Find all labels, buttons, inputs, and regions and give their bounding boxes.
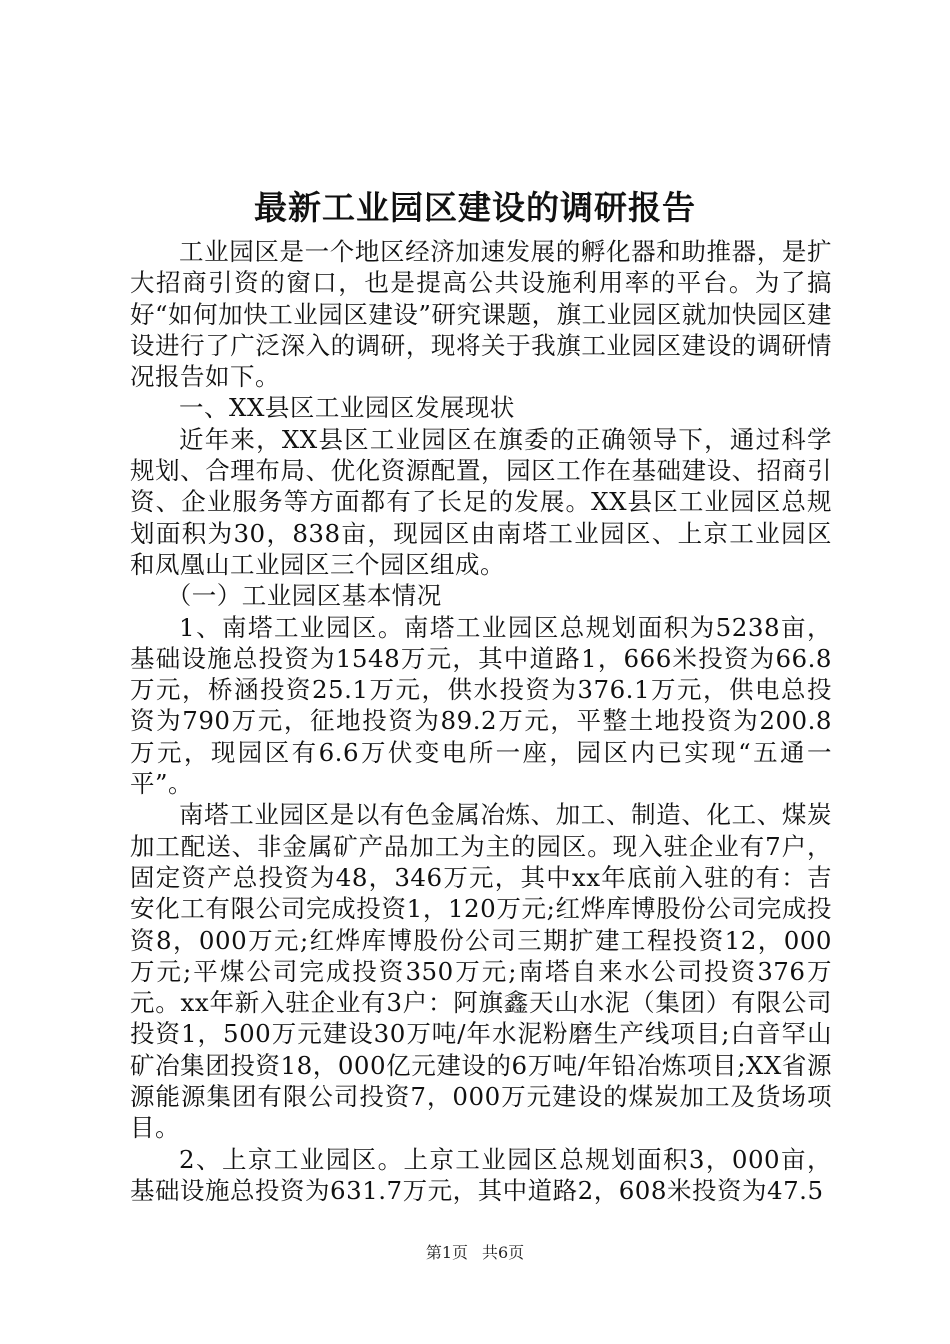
paragraph-nanta-park: 1、南塔工业园区。南塔工业园区总规划面积为5238亩，基础设施总投资为1548万元，其中道路1，666米投资为66.8万元，桥涵投资25.1万元，供水投资为376.1万元，供电总投资为790万元，征地投资为89.2万元，平整土地投资为200.8万元，现园区有6.6万伏变电所一座，园区内已实现“五通一平”。	[130, 612, 832, 799]
paragraph-shangjing-park: 2、上京工业园区。上京工业园区总规划面积3，000亩，基础设施总投资为631.7万元，其中道路2，608米投资为47.5	[130, 1144, 832, 1205]
section-heading-1: 一、XX县区工业园区发展现状	[179, 393, 515, 423]
page-number: 第1页	[425, 1243, 468, 1262]
page-total: 共6页	[482, 1243, 525, 1262]
subsection-heading-1: （一）工业园区基本情况	[166, 581, 442, 611]
document-body	[130, 236, 832, 1206]
paragraph-intro: 工业园区是一个地区经济加速发展的孵化器和助推器，是扩大招商引资的窗口，也是提高公共设施利用率的平台。为了搞好“如何加快工业园区建设”研究课题，旗工业园区就加快园区建设进行了广泛深入的调研，现将关于我旗工业园区建设的调研情况报告如下。	[130, 237, 832, 392]
page-footer	[0, 1242, 950, 1264]
paragraph-status: 近年来，XX县区工业园区在旗委的正确领导下，通过科学规划、合理布局、优化资源配置，园区工作在基础建设、招商引资、企业服务等方面都有了长足的发展。XX县区工业园区总规划面积为30，838亩，现园区由南塔工业园区、上京工业园区和凤凰山工业园区三个园区组成。	[130, 424, 832, 579]
paragraph-nanta-enterprises: 南塔工业园区是以有色金属冶炼、加工、制造、化工、煤炭加工配送、非金属矿产品加工为主的园区。现入驻企业有7户，固定资产总投资为48，346万元，其中xx年底前入驻的有：吉安化工有限公司完成投资1，120万元;红烨库博股份公司完成投资8，000万元;红烨库博股份公司三期扩建工程投资12，000万元;平煤公司完成投资350万元;南塔自来水公司投资376万元。xx年新入驻企业有3户：阿旗鑫天山水泥（集团）有限公司投资1，500万元建设30万吨/年水泥粉磨生产线项目;白音罕山矿冶集团投资18，000亿元建设的6万吨/年铅冶炼项目;XX省源源能源集团有限公司投资7，000万元建设的煤炭加工及货场项目。	[130, 800, 832, 1143]
document-title: 最新工业园区建设的调研报告	[254, 188, 696, 227]
